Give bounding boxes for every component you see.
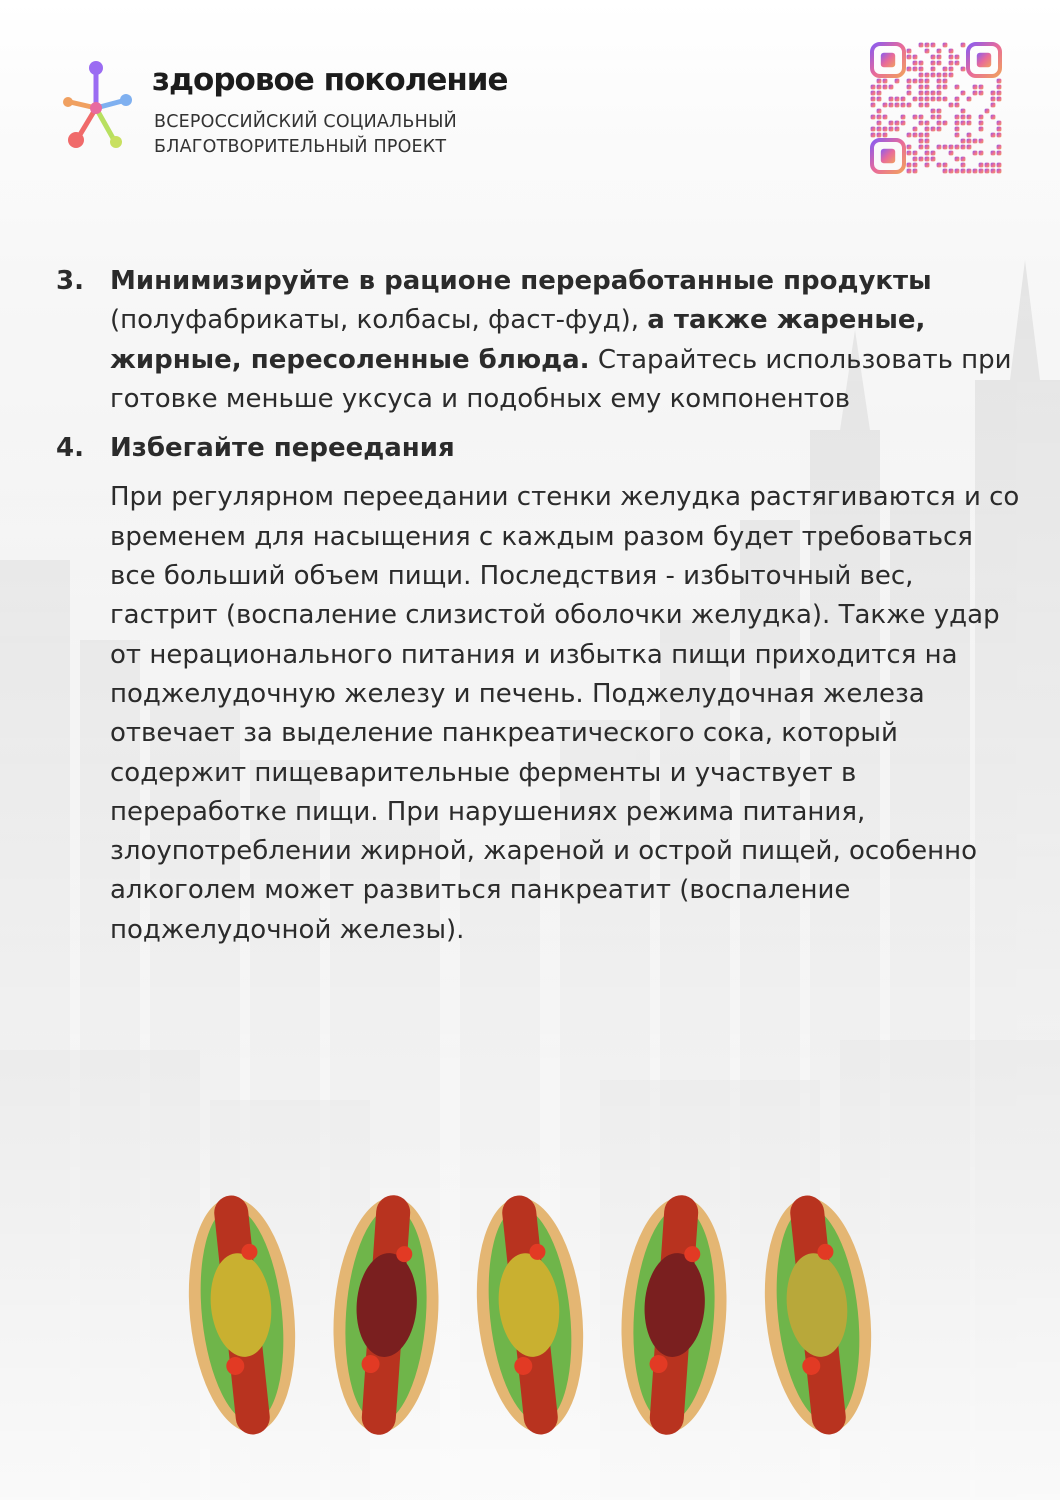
item-number: 3. <box>56 266 84 296</box>
qr-code-icon <box>870 42 1002 174</box>
hot-dogs-illustration <box>170 1185 890 1445</box>
item-text: Старайтесь использовать при готовке меньше уксуса и подобных ему компонентов <box>110 344 1012 414</box>
article-body <box>56 262 1021 950</box>
brand-subtitle-line-1: ВСЕРОССИЙСКИЙ СОЦИАЛЬНЫЙ <box>154 112 457 132</box>
item-bold-mid: а также жареные, жирные, пересоленные блюда. <box>110 305 926 375</box>
list-item-4 <box>56 429 1021 468</box>
molecule-logo-icon <box>56 58 138 154</box>
item-paragraph: При регулярном переедании стенки желудка растягиваются и со временем для насыщения с каждым разом будет требоваться все больший объем пищи. Последствия - избыточный вес, гастрит (воспаление слизистой оболочки желудка). Также удар от нерационального питания и избытка пищи приходится на поджелудочную железу и печень. Поджелудочная железа отвечает за выделение панкреатического сока, который содержит пищеварительные ферменты и участвует в переработке пищи. При нарушениях режима питания, злоупотреблении жирной, жареной и острой пищей, особенно алкоголем может развиться панкреатит (воспаление поджелудочной железы). <box>110 482 1020 945</box>
item-number: 4. <box>56 433 84 464</box>
header <box>0 0 1060 200</box>
item-text: (полуфабрикаты, колбасы, фаст-фуд), <box>110 305 648 336</box>
item-bold-lead: Минимизируйте в рационе переработанные продукты <box>110 266 932 296</box>
list-item-3 <box>56 262 1021 419</box>
brand-subtitle-line-2: БЛАГОТВОРИТЕЛЬНЫЙ ПРОЕКТ <box>154 137 447 157</box>
item-title: Избегайте переедания <box>110 433 455 464</box>
brand-title: здоровое поколение <box>152 62 508 98</box>
brand-subtitle <box>154 110 457 160</box>
